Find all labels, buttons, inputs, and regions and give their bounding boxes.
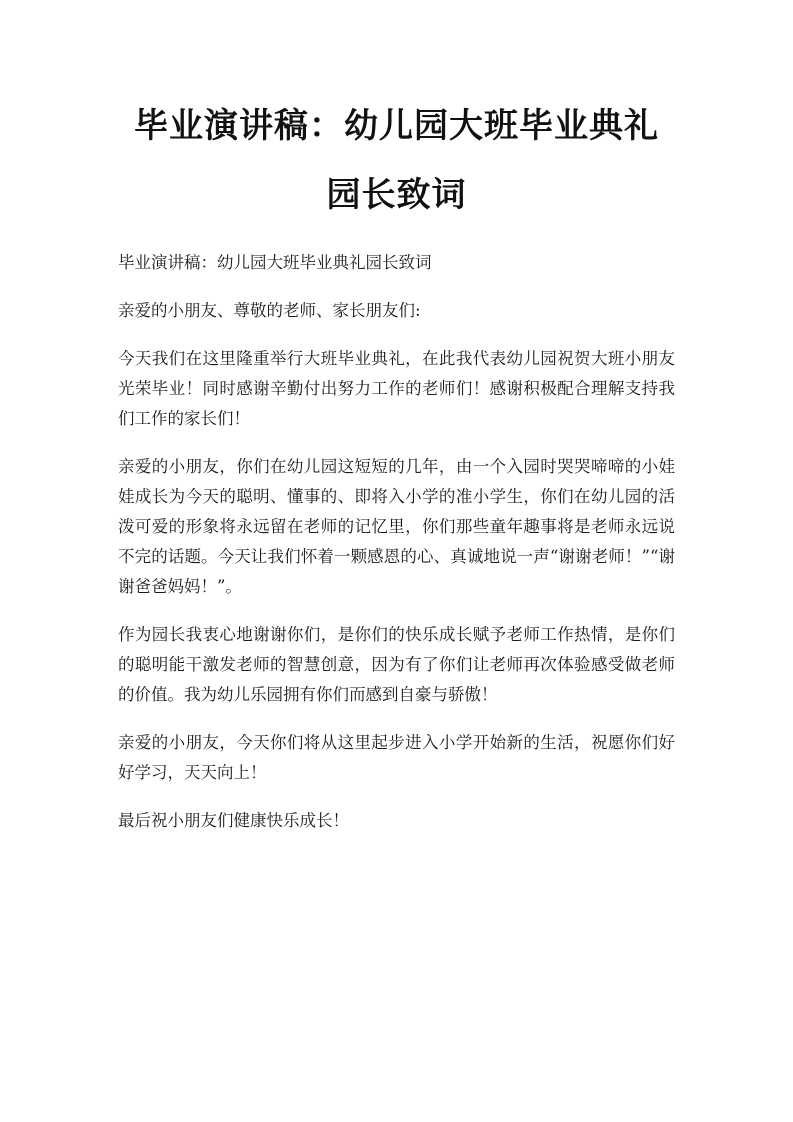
document-title: 毕业演讲稿：幼儿园大班毕业典礼园长致词 <box>134 106 659 215</box>
body-paragraph: 亲爱的小朋友，你们在幼儿园这短短的几年，由一个入园时哭哭啼啼的小娃娃成长为今天的聪明、懂事的、即将入小学的准小学生，你们在幼儿园的活泼可爱的形象将永远留在老师的记忆里，你们那些童年趣事将是老师永远说不完的话题。今天让我们怀着一颗感恩的心、真诚地说一声“谢谢老师！”“谢谢爸爸妈妈！”。 <box>118 457 675 596</box>
body-paragraph: 亲爱的小朋友，今天你们将从这里起步进入小学开始新的生活，祝愿你们好好学习，天天向上！ <box>118 733 675 782</box>
body-paragraph: 今天我们在这里隆重举行大班毕业典礼，在此我代表幼儿园祝贺大班小朋友光荣毕业！同时感谢辛勤付出努力工作的老师们！感谢积极配合理解支持我们工作的家长们！ <box>118 349 675 428</box>
greeting-paragraph: 亲爱的小朋友、尊敬的老师、家长朋友们: <box>118 301 421 320</box>
closing-paragraph: 最后祝小朋友们健康快乐成长！ <box>118 811 349 830</box>
document-body <box>118 248 675 836</box>
subtitle-paragraph: 毕业演讲稿：幼儿园大班毕业典礼园长致词 <box>118 253 432 272</box>
body-paragraph: 作为园长我衷心地谢谢你们，是你们的快乐成长赋予老师工作热情，是你们的聪明能干激发老师的智慧创意，因为有了你们让老师再次体验感受做老师的价值。我为幼儿乐园拥有你们而感到自豪与骄傲！ <box>118 625 675 704</box>
